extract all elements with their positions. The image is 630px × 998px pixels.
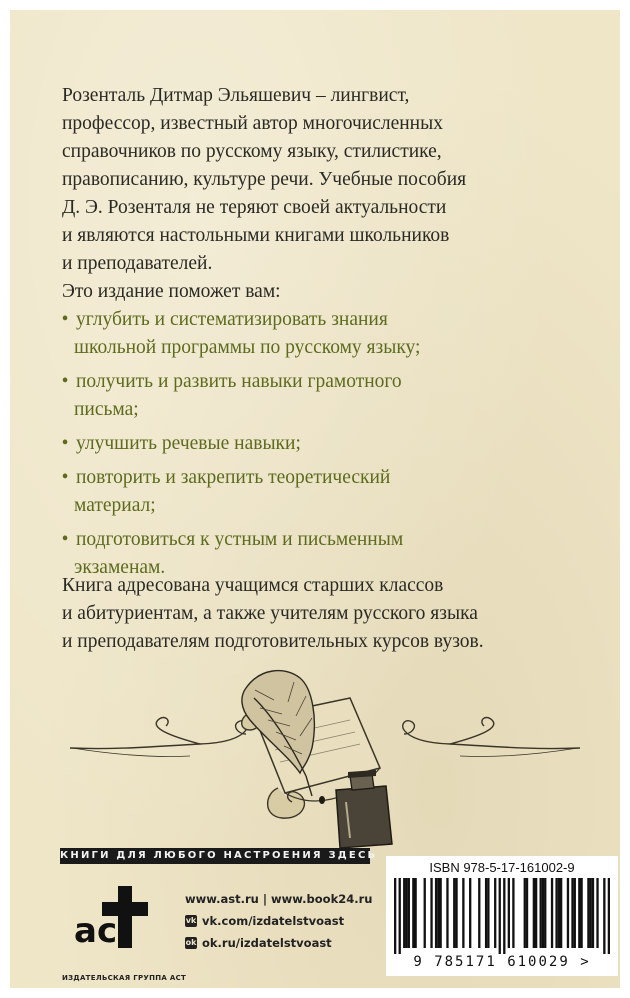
logo-text: ac xyxy=(74,911,118,951)
publisher-links xyxy=(185,892,385,950)
text-line: профессор, известный автор многочисленных xyxy=(62,113,443,134)
bullet-icon: • xyxy=(61,529,69,550)
benefits-list xyxy=(54,306,614,588)
barcode-bar xyxy=(574,878,576,948)
left-flourish xyxy=(70,718,247,749)
barcode-bar xyxy=(592,878,594,948)
barcode-bar xyxy=(555,878,557,948)
barcode-bar xyxy=(478,878,480,948)
author-description xyxy=(62,82,602,278)
ok-link[interactable] xyxy=(185,936,385,950)
barcode-bar xyxy=(430,878,432,948)
barcode-bar xyxy=(578,878,580,948)
tagline-bar: КНИГИ ДЛЯ ЛЮБОГО НАСТРОЕНИЯ ЗДЕСЬ xyxy=(60,848,370,864)
barcode-bar xyxy=(499,878,501,954)
barcode-bar xyxy=(590,878,592,948)
barcode-bar xyxy=(399,878,401,954)
benefit-text: школьной программы по русскому языку; xyxy=(74,337,421,358)
barcode-bar xyxy=(540,878,542,948)
barcode-bar xyxy=(462,878,464,948)
barcode-bar xyxy=(403,878,405,948)
barcode-bar xyxy=(469,878,471,948)
barcode-bar xyxy=(567,878,569,948)
bullet-icon: • xyxy=(61,371,69,392)
isbn-barcode xyxy=(386,856,618,976)
vk-link[interactable] xyxy=(185,914,385,928)
vk-link-text: vk.com/izdatelstvoast xyxy=(202,914,345,928)
ok-link-text: ok.ru/izdatelstvoast xyxy=(202,936,332,950)
benefit-text: повторить и закрепить теоретический xyxy=(76,467,391,488)
benefit-item xyxy=(54,368,614,424)
text-line: и преподавателей. xyxy=(62,253,213,274)
barcode-bar xyxy=(453,878,455,948)
right-flourish xyxy=(403,718,580,749)
benefit-item xyxy=(54,464,614,520)
barcode-bar xyxy=(608,878,610,954)
vk-icon: vk xyxy=(185,916,197,925)
barcode-bar xyxy=(494,878,496,948)
benefit-text: улучшить речевые навыки; xyxy=(76,433,301,454)
text-line: справочников по русскому языку, стилистике, xyxy=(62,141,442,162)
benefit-text: подготовиться к устным и письменным xyxy=(76,529,404,550)
barcode-bar xyxy=(446,878,448,948)
text-line: Д. Э. Розенталя не теряют своей актуальности xyxy=(62,197,447,218)
isbn-label: ISBN 978-5-17-161002-9 xyxy=(429,860,575,875)
barcode-bar xyxy=(437,878,439,948)
benefit-text: письма; xyxy=(74,399,139,420)
ok-icon: ok xyxy=(185,938,197,947)
website-links[interactable]: www.ast.ru | www.book24.ru xyxy=(185,892,373,906)
text-line: и преподавателям подготовительных курсов вузов. xyxy=(62,631,484,652)
barcode-bar xyxy=(558,878,560,948)
barcode-bar xyxy=(485,878,487,948)
barcode-bar xyxy=(571,878,573,948)
benefits-intro: Это издание поможет вам: xyxy=(62,281,281,302)
bullet-icon: • xyxy=(61,467,69,488)
text-line: и являются настольными книгами школьников xyxy=(62,225,450,246)
barcode-bar xyxy=(526,878,528,948)
bullet-icon: • xyxy=(61,309,69,330)
barcode-bar xyxy=(560,878,562,948)
barcode-bar xyxy=(587,878,589,948)
barcode-bar xyxy=(435,878,437,948)
barcode-bar xyxy=(580,878,582,948)
ast-logo xyxy=(68,876,158,966)
barcode-bar xyxy=(603,878,605,954)
barcode-bar xyxy=(405,878,407,948)
bullet-icon: • xyxy=(61,433,69,454)
barcode-bars xyxy=(394,878,610,954)
barcode-bar xyxy=(533,878,535,948)
text-line: и абитуриентам, а также учителям русского языка xyxy=(62,603,478,624)
book-back-cover xyxy=(10,10,620,988)
barcode-bar xyxy=(503,878,505,954)
barcode-bar xyxy=(535,878,537,948)
quill-ink-scroll-illustration xyxy=(50,658,600,858)
benefit-item xyxy=(54,430,614,458)
barcode-bar xyxy=(542,878,544,948)
barcode-bar xyxy=(487,878,489,948)
text-line: правописанию, культуре речи. Учебные пособия xyxy=(62,169,467,190)
barcode-bar xyxy=(551,878,553,948)
barcode-bar xyxy=(544,878,546,948)
barcode-bar xyxy=(408,878,410,948)
barcode-bar xyxy=(424,878,426,948)
text-line: Розенталь Дитмар Эльяшевич – лингвист, xyxy=(62,85,410,106)
barcode-bar xyxy=(524,878,526,948)
barcode-bar xyxy=(512,878,514,948)
barcode-bar xyxy=(455,878,457,948)
audience-description xyxy=(62,572,602,656)
benefit-text: экзаменам. xyxy=(74,557,166,578)
publisher-name: ИЗДАТЕЛЬСКАЯ ГРУППА АСТ xyxy=(62,974,187,982)
benefit-text: материал; xyxy=(74,495,156,516)
barcode-digits: 9 785171 610029 > xyxy=(413,954,591,970)
barcode-bar xyxy=(414,878,416,948)
benefit-text: углубить и систематизировать знания xyxy=(76,309,388,330)
barcode-bar xyxy=(596,878,598,948)
benefit-item xyxy=(54,306,614,362)
barcode-bar xyxy=(394,878,396,954)
text-line: Книга адресована учащимся старших классов xyxy=(62,575,444,596)
benefit-text: получить и развить навыки грамотного xyxy=(76,371,402,392)
barcode-bar xyxy=(439,878,441,948)
barcode-bar xyxy=(508,878,510,948)
barcode-bar xyxy=(412,878,414,948)
